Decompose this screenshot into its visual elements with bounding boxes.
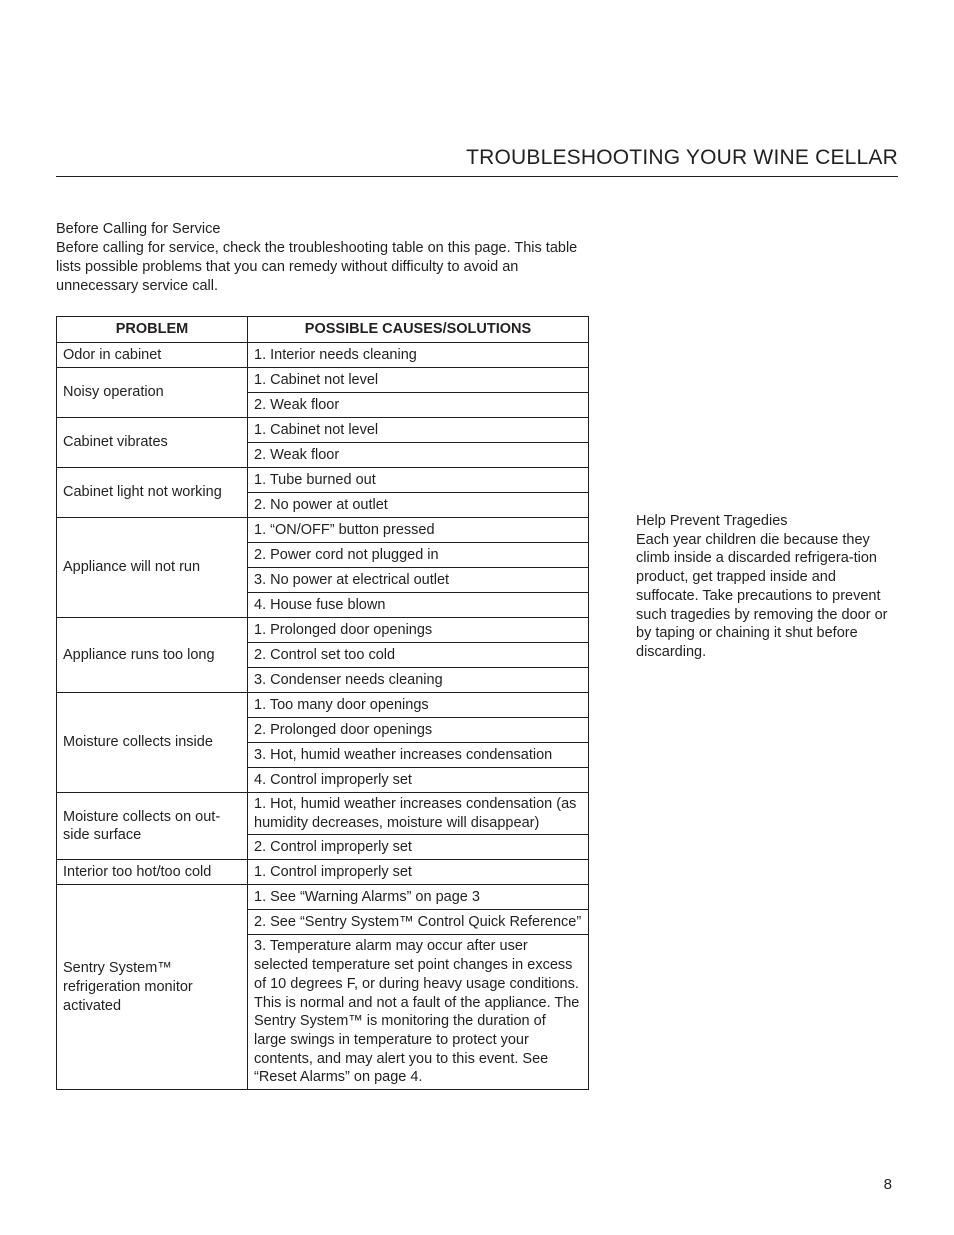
problem-cell — [57, 885, 248, 1090]
table-row — [57, 418, 589, 443]
solution-cell: 1. Tube burned out — [248, 468, 589, 493]
problem-cell: Moisture collects inside — [57, 693, 248, 793]
solution-cell: 4. House fuse blown — [248, 593, 589, 618]
solution-cell: 1. Too many door openings — [248, 693, 589, 718]
problem-text: refrigeration monitor activated — [63, 978, 193, 1014]
solution-cell: 1. See “Warning Alarms” on page 3 — [248, 885, 589, 910]
intro-body: Before calling for service, check the troubleshooting table on this page. This table lists possible problems that you can remedy without difficulty to avoid an unnecessary service call. — [56, 240, 578, 294]
solution-cell: 2. No power at outlet — [248, 493, 589, 518]
solution-cell: 2. Power cord not plugged in — [248, 543, 589, 568]
problem-cell: Noisy operation — [57, 368, 248, 418]
solution-cell: 1. Prolonged door openings — [248, 618, 589, 643]
problem-cell: Cabinet vibrates — [57, 418, 248, 468]
page-number: 8 — [883, 1176, 892, 1193]
table-row — [57, 885, 589, 910]
table-row — [57, 693, 589, 718]
problem-cell: Appliance runs too long — [57, 618, 248, 693]
intro-section — [56, 220, 596, 296]
brand-name: Sentry System — [304, 914, 400, 931]
table-row — [57, 518, 589, 543]
solution-text: ™ is monitoring the duration of large swings in temperature to protect your contents, and may alert you to this event. See “Reset Alarms” on page 4. — [254, 1013, 549, 1086]
brand-name: Sentry System — [63, 960, 158, 977]
solution-cell: 2. Weak floor — [248, 443, 589, 468]
page-title: TROUBLESHOOTING YOUR WINE CELLAR — [466, 146, 898, 169]
table-row — [57, 793, 589, 835]
solution-cell — [248, 910, 589, 935]
title-rule — [56, 176, 898, 177]
table-header-row — [57, 317, 589, 343]
sidebar-body: Each year children die because they climb inside a discarded refrigera-tion product, get trapped inside and suffocate. Take precautions to prevent such tragedies by removing the door or by taping or chaining it shut before discarding. — [636, 531, 888, 660]
solution-text: 3. Temperature alarm may occur after user selected temperature set point changes in excess of 10 degrees F, or during heavy usage conditions. This is normal and not a fault of the appliance. The — [254, 938, 580, 1011]
table-row — [57, 860, 589, 885]
solution-cell — [248, 935, 589, 1090]
header-solutions: POSSIBLE CAUSES/SOLUTIONS — [248, 317, 589, 343]
solution-cell: 3. Condenser needs cleaning — [248, 668, 589, 693]
solution-cell: 1. Control improperly set — [248, 860, 589, 885]
solution-cell: 1. Cabinet not level — [248, 368, 589, 393]
table-row — [57, 468, 589, 493]
solution-text: ™ Control Quick Reference” — [399, 914, 582, 931]
solution-cell: 3. Hot, humid weather increases condensation — [248, 743, 589, 768]
problem-cell: Cabinet light not working — [57, 468, 248, 518]
solution-cell: 1. Hot, humid weather increases condensation (as humidity decreases, moisture will disappear) — [248, 793, 589, 835]
solution-text: 2. See “ — [254, 914, 305, 931]
solution-cell: 2. Prolonged door openings — [248, 718, 589, 743]
troubleshooting-table — [56, 316, 589, 1090]
solution-cell: 2. Control improperly set — [248, 835, 589, 860]
solution-cell: 1. “ON/OFF” button pressed — [248, 518, 589, 543]
table-row — [57, 343, 589, 368]
solution-cell: 1. Cabinet not level — [248, 418, 589, 443]
solution-cell: 4. Control improperly set — [248, 768, 589, 793]
sidebar-note — [636, 512, 901, 662]
header-problem: PROBLEM — [57, 317, 248, 343]
problem-cell: Odor in cabinet — [57, 343, 248, 368]
trademark-symbol: ™ — [157, 960, 172, 977]
solution-cell: 2. Control set too cold — [248, 643, 589, 668]
solution-cell: 2. Weak floor — [248, 393, 589, 418]
solution-cell: 1. Interior needs cleaning — [248, 343, 589, 368]
brand-name: Sentry System — [254, 1013, 349, 1030]
sidebar-heading: Help Prevent Tragedies — [636, 513, 788, 529]
problem-cell: Appliance will not run — [57, 518, 248, 618]
table-row — [57, 368, 589, 393]
solution-cell: 3. No power at electrical outlet — [248, 568, 589, 593]
problem-cell: Moisture collects on out-side surface — [57, 793, 248, 860]
problem-cell: Interior too hot/too cold — [57, 860, 248, 885]
intro-heading: Before Calling for Service — [56, 221, 221, 237]
table-row — [57, 618, 589, 643]
